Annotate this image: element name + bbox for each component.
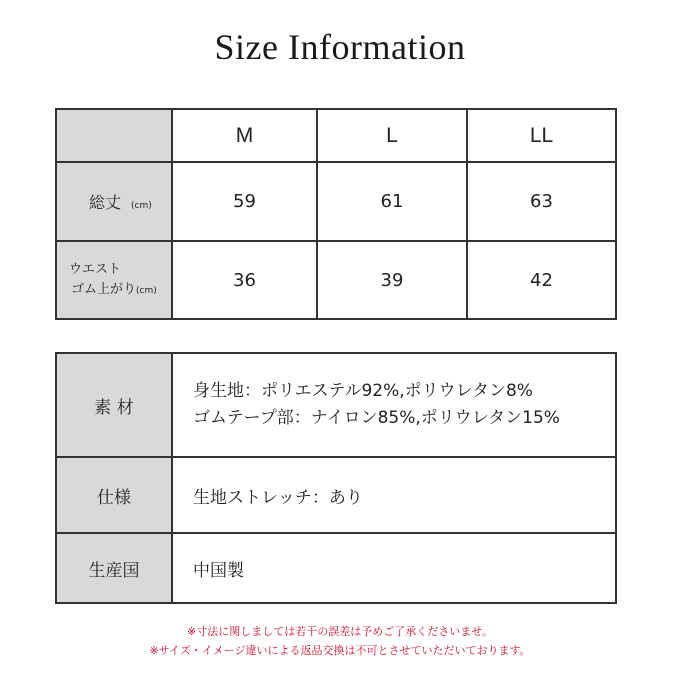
notes <box>0 622 680 660</box>
length-m: 59 <box>172 162 317 241</box>
table-row <box>56 533 616 603</box>
material-line-rubber: ゴムテープ部：ナイロン85%,ポリウレタン15% <box>193 408 560 428</box>
note-returns: ※サイズ・イメージ違いによる返品交換は不可とさせていただいております。 <box>149 644 531 657</box>
material-label: 素 材 <box>56 353 172 457</box>
origin-value: 中国製 <box>172 533 616 603</box>
page-title: Size Information <box>214 27 466 67</box>
info-table <box>55 352 617 604</box>
length-label: 総丈 <box>89 193 122 212</box>
size-column-ll: LL <box>467 109 616 162</box>
waist-m: 36 <box>172 241 317 319</box>
material-value <box>172 353 616 457</box>
spec-label: 仕様 <box>56 457 172 533</box>
table-row <box>56 241 616 319</box>
table-row <box>56 353 616 457</box>
waist-label-line1: ウエスト <box>69 261 122 277</box>
waist-label-cell <box>56 241 172 319</box>
waist-unit: (cm) <box>136 285 157 296</box>
length-label-cell <box>56 162 172 241</box>
waist-label-line2-wrap <box>57 280 171 301</box>
waist-ll: 42 <box>467 241 616 319</box>
origin-label: 生産国 <box>56 533 172 603</box>
spec-value: 生地ストレッチ：あり <box>172 457 616 533</box>
note-measurement: ※寸法に関しましては若干の誤差は予めご了承くださいませ。 <box>187 625 493 638</box>
size-column-m: M <box>172 109 317 162</box>
waist-label-line2: ゴム上がり <box>71 281 137 297</box>
length-l: 61 <box>317 162 467 241</box>
size-table <box>55 108 617 320</box>
size-header-row <box>56 109 616 162</box>
length-ll: 63 <box>467 162 616 241</box>
waist-l: 39 <box>317 241 467 319</box>
size-header-corner <box>56 109 172 162</box>
material-line-body: 身生地：ポリエステル92%,ポリウレタン8% <box>193 381 533 401</box>
length-unit: (cm) <box>131 201 152 211</box>
size-column-l: L <box>317 109 467 162</box>
table-row <box>56 457 616 533</box>
table-row <box>56 162 616 241</box>
